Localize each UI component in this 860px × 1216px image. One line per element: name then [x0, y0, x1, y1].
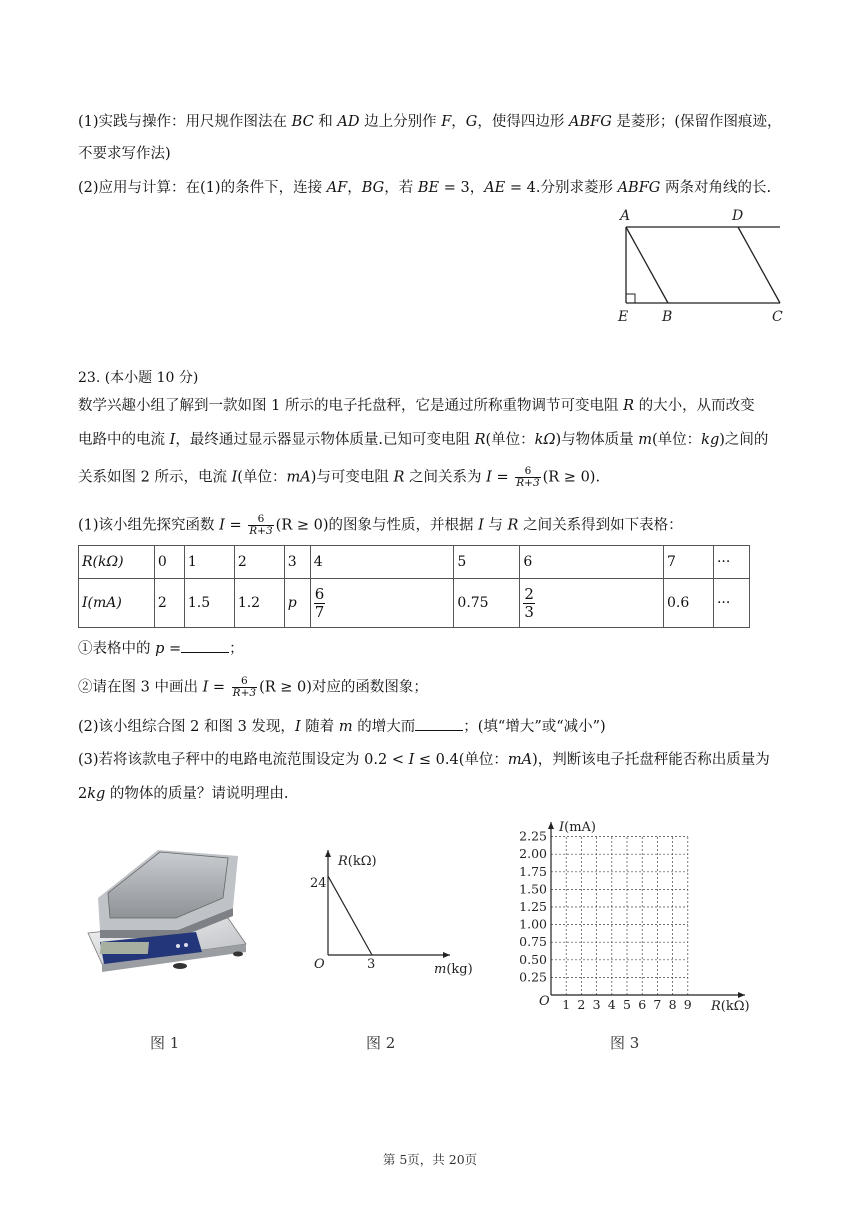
- table-cell: 1.5: [184, 579, 234, 628]
- caption-figure-3: 图 3: [610, 1034, 640, 1052]
- table-cell: 2: [154, 579, 184, 628]
- label-b: B: [662, 309, 673, 325]
- right-angle-mark: [626, 294, 635, 303]
- page-footer: 第 5页，共 20页: [382, 1152, 478, 1167]
- table-cell-fraction: $\frac{2}{3}$: [520, 579, 664, 628]
- y-axis-arrow: [548, 822, 554, 829]
- y-axis-label: R(kΩ): [338, 854, 377, 869]
- label-d: D: [732, 208, 744, 224]
- q23-intro-line1: 数学兴趣小组了解到一款如图 1 所示的电子托盘秤，它是通过所称重物调节可变电阻 R 的大小，从而改变: [78, 398, 755, 414]
- table-cell: 1: [184, 546, 234, 579]
- x-tick-label: 7: [653, 997, 662, 1012]
- x-tick-label: 6: [638, 997, 647, 1012]
- table-cell: p: [284, 579, 310, 628]
- label-a: A: [620, 208, 631, 224]
- electronic-scale-image: [78, 838, 248, 978]
- x-tick-label: 1: [562, 997, 571, 1012]
- table-cell: R(kΩ): [79, 546, 155, 579]
- y-tick-label: 2.25: [519, 828, 547, 844]
- q23-part1-sub2: ②请在图 3 中画出 I = $\frac{6}{R+3}$ (R ≥ 0)对应的函数图象；: [78, 675, 428, 699]
- q22-part1-line2: 不要求写作法): [78, 146, 171, 162]
- q23-part2: (2)该小组综合图 2 和图 3 发现，I 随着 m 的增大而 ；(填“增大”或“减小”): [78, 716, 788, 737]
- x-tick-label: 5: [623, 997, 631, 1012]
- origin-label: O: [314, 957, 325, 972]
- x-tick-label: 9: [683, 997, 692, 1012]
- x-axis-label: m(kg): [434, 962, 473, 977]
- x-tick-label: 4: [607, 997, 616, 1012]
- fraction: $\frac{6}{R+3}$: [516, 465, 540, 489]
- x-tick-label: 3: [592, 997, 601, 1012]
- y-tick-label: 2.00: [519, 846, 547, 862]
- table-cell: 7: [664, 546, 714, 579]
- table-cell: 5: [454, 546, 520, 579]
- table-cell: 1.2: [234, 579, 284, 628]
- x-axis-arrow: [738, 992, 745, 998]
- table-row-i: [79, 579, 750, 628]
- origin-label: O: [539, 994, 550, 1009]
- table-cell: 4: [310, 546, 454, 579]
- q22-part1-line1: (1)实践与操作：用尺规作图法在 BC 和 AD 边上分别作 F，G，使得四边形 ABFG 是菱形；(保留作图痕迹，: [78, 114, 782, 130]
- label-e: E: [618, 309, 629, 325]
- q22-parallelogram-figure: [610, 205, 800, 330]
- table-cell: I(mA): [79, 579, 155, 628]
- q23-part3-line1: (3)若将该款电子秤中的电路电流范围设定为 0.2 < I ≤ 0.4(单位：mA)，判断该电子托盘秤能否称出质量为: [78, 752, 770, 768]
- table-cell: ···: [713, 579, 749, 628]
- y-tick-label: 1.25: [519, 899, 547, 914]
- x-axis-label: R(kΩ): [711, 999, 750, 1012]
- answer-blank[interactable]: [415, 716, 463, 731]
- table-cell-fraction: $\frac{6}{7}$: [310, 579, 454, 628]
- q23-part1-sub1: ①表格中的 p = ；: [78, 638, 788, 659]
- fraction: $\frac{6}{R+3}$: [232, 675, 257, 699]
- y-tick-label: 1.00: [519, 916, 547, 932]
- r-m-line: [328, 876, 372, 955]
- values-table: [78, 545, 750, 628]
- x-tick-label: 8: [668, 997, 677, 1012]
- table-cell: 0: [154, 546, 184, 579]
- caption-figure-1: 图 1: [150, 1034, 180, 1052]
- table-cell: 2: [234, 546, 284, 579]
- table-row-r: [79, 546, 750, 579]
- segment-ab: [626, 227, 668, 303]
- y-axis-label: I(mA): [559, 820, 596, 835]
- x-axis-arrow: [443, 952, 450, 958]
- table-cell: 3: [284, 546, 310, 579]
- label-c: C: [772, 309, 783, 325]
- table-cell: 6: [520, 546, 664, 579]
- answer-blank[interactable]: [181, 638, 229, 653]
- caption-figure-2: 图 2: [366, 1034, 396, 1052]
- q23-intro-line2: 电路中的电流 I，最终通过显示器显示物体质量.已知可变电阻 R(单位：kΩ)与物体质量 m(单位：kg)之间的: [78, 432, 769, 448]
- y-tick-label: 1.75: [519, 863, 547, 879]
- table-cell: 0.6: [664, 579, 714, 628]
- figure-3-grid: [505, 812, 785, 1012]
- figure-2-graph: [300, 840, 480, 980]
- y-axis-arrow: [325, 850, 331, 857]
- y-tick-label: 0.25: [519, 969, 547, 985]
- y-value-24: 24: [310, 876, 327, 891]
- table-cell: ···: [713, 546, 749, 579]
- fraction: $\frac{6}{R+3}$: [249, 513, 273, 537]
- y-tick-label: 0.50: [519, 951, 547, 967]
- q23-header: 23. (本小题 10 分): [78, 370, 199, 386]
- y-tick-label: 0.75: [519, 934, 547, 950]
- x-tick-label: 2: [577, 997, 586, 1012]
- x-value-3: 3: [367, 957, 376, 972]
- q23-part3-line2: 2kg 的物体的质量？请说明理由.: [78, 786, 289, 802]
- table-cell: 0.75: [454, 579, 520, 628]
- q23-part1: (1)该小组先探究函数 I = $\frac{6}{R+3}$ (R ≥ 0)的图象与性质，并根据 I 与 R 之间关系得到如下表格：: [78, 513, 683, 537]
- y-tick-label: 1.50: [519, 881, 547, 897]
- q23-intro-line3: 关系如图 2 所示，电流 I(单位：mA)与可变电阻 R 之间关系为 I = $\frac{6}{R+3}$ (R ≥ 0).: [78, 465, 601, 489]
- segment-dc: [738, 227, 780, 303]
- q22-part2: (2)应用与计算：在(1)的条件下，连接 AF，BG，若 BE = 3，AE = 4.分别求菱形 ABFG 两条对角线的长.: [78, 180, 772, 196]
